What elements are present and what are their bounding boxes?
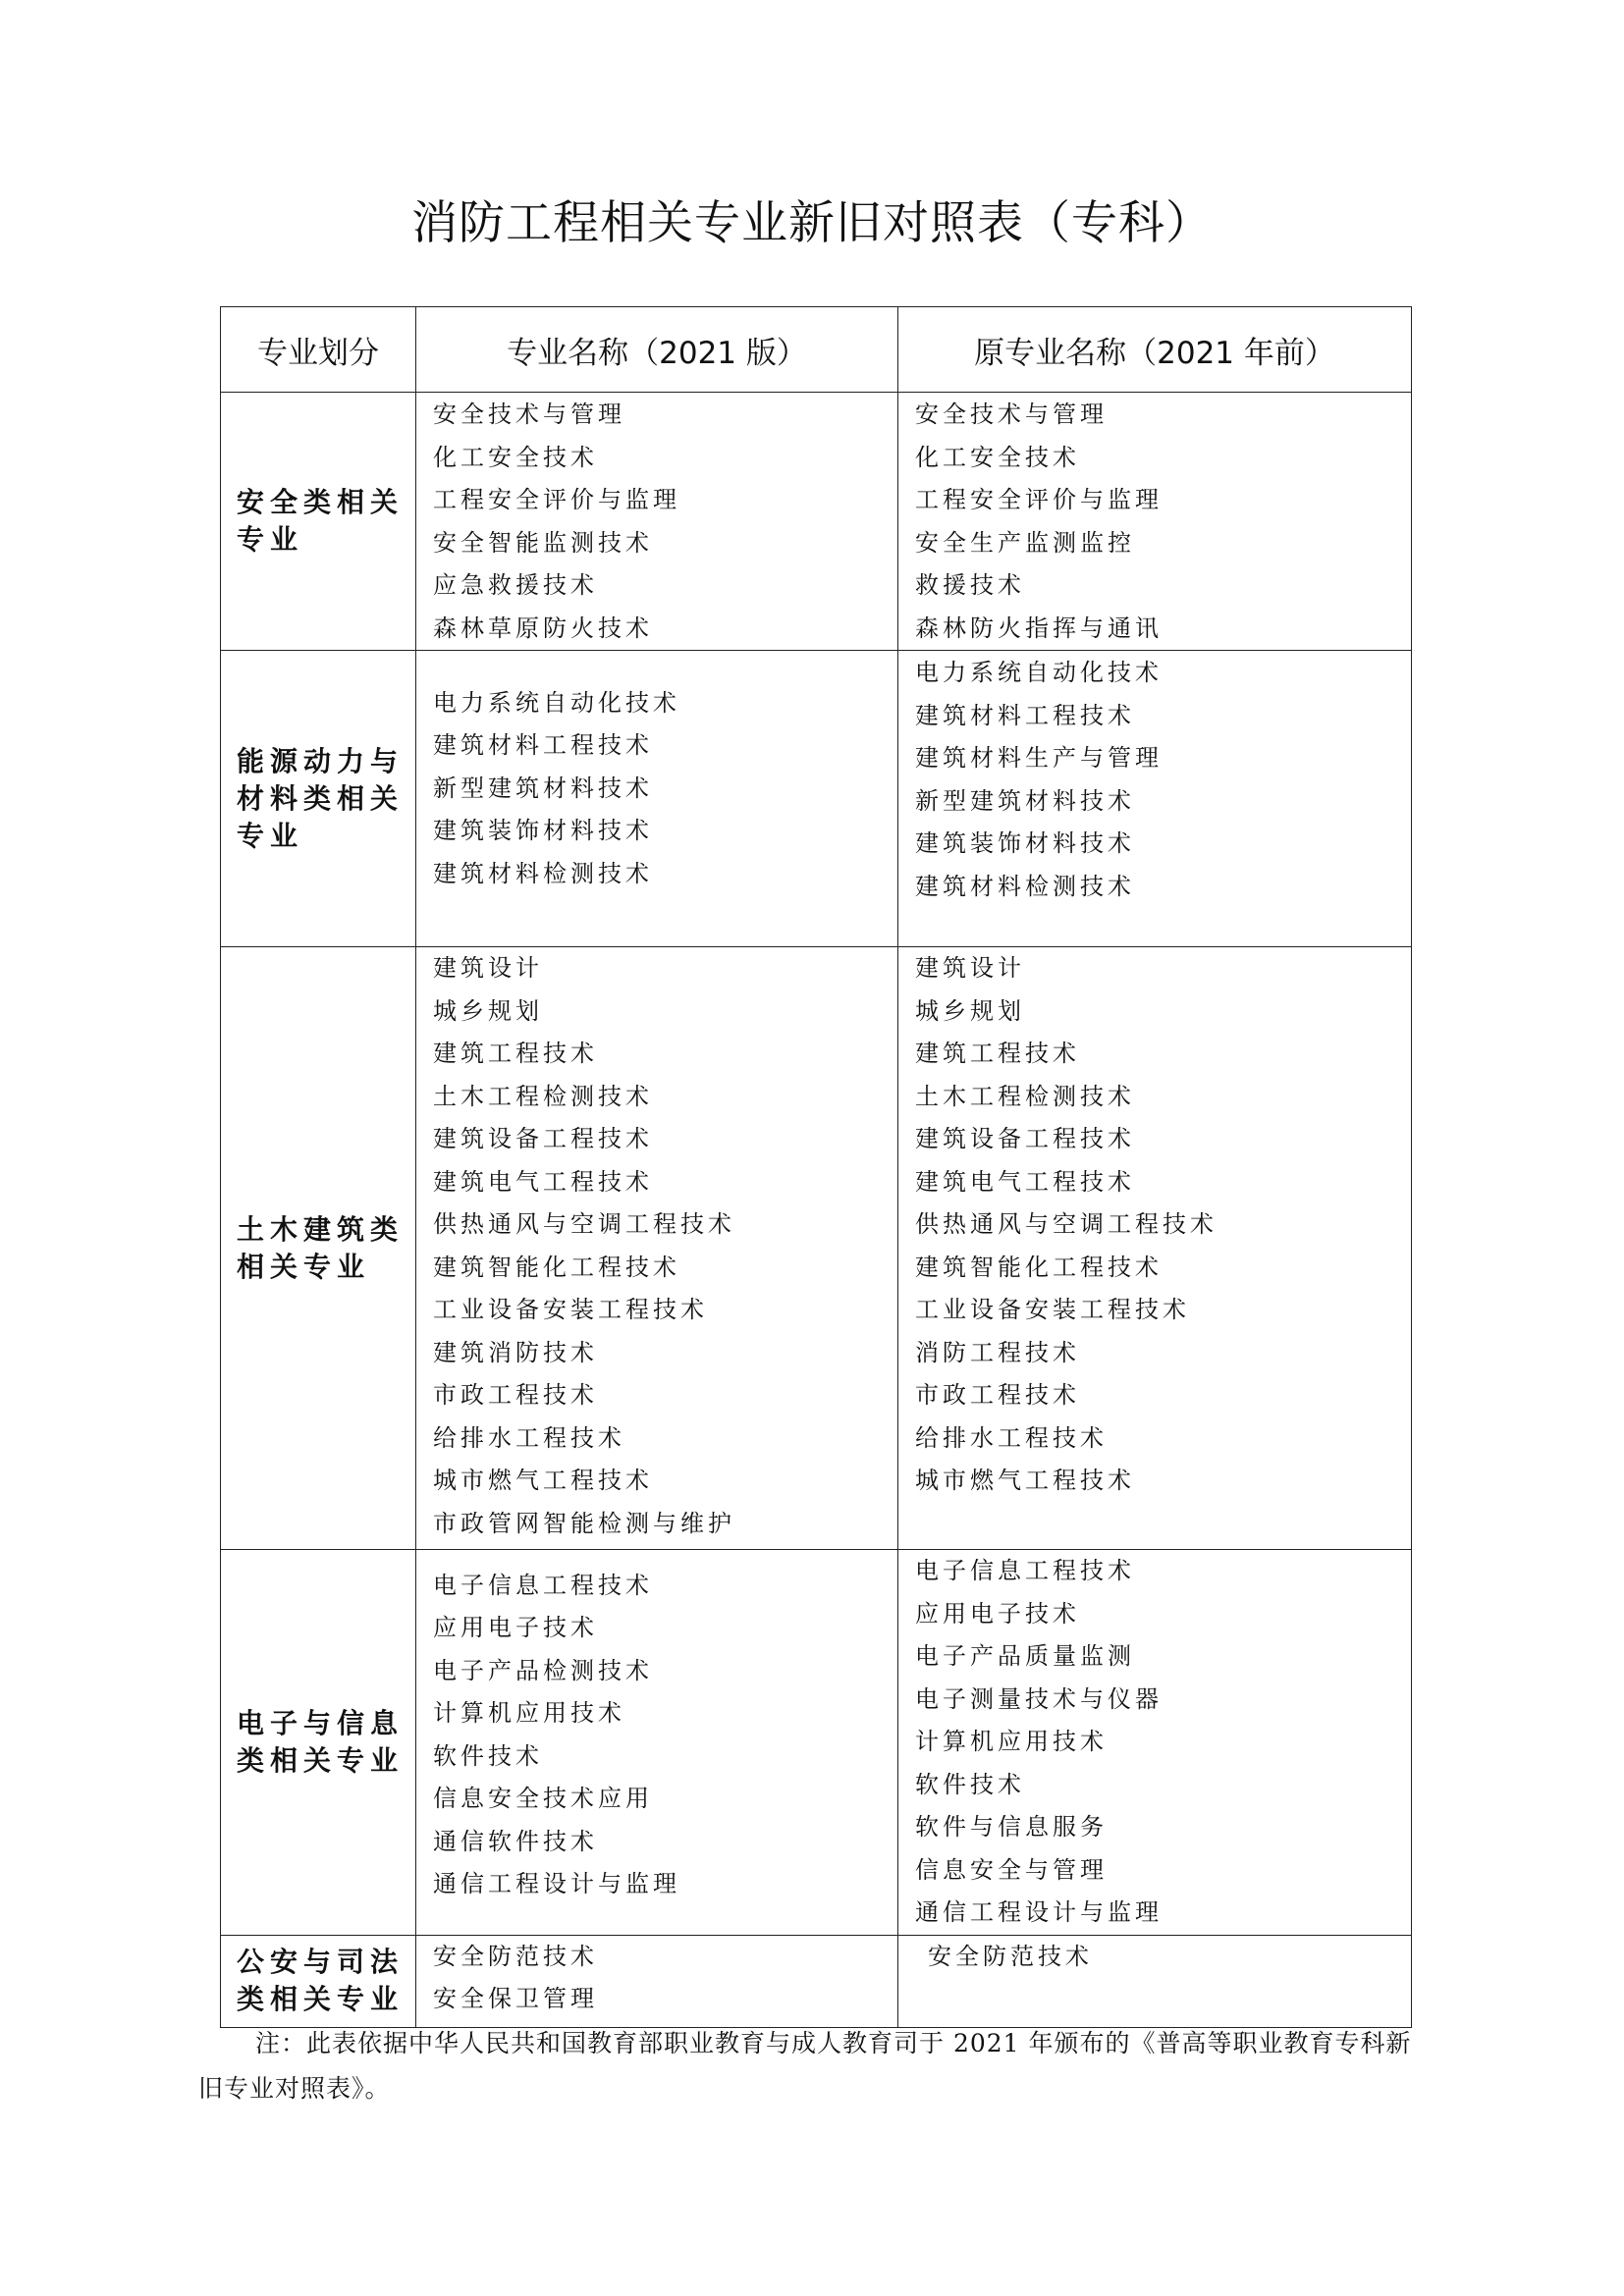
list-item: 通信软件技术 xyxy=(433,1827,598,1855)
list-item: 市政工程技术 xyxy=(915,1381,1080,1409)
list-item: 建筑工程技术 xyxy=(433,1040,598,1067)
list-item: 市政管网智能检测与维护 xyxy=(433,1509,735,1537)
header-category: 专业划分 xyxy=(221,307,416,393)
list-item: 建筑电气工程技术 xyxy=(433,1167,653,1196)
list-item: 建筑材料检测技术 xyxy=(915,872,1135,900)
category-cell: 公安与司法类相关专业 xyxy=(221,1935,416,2027)
list-item: 工业设备安装工程技术 xyxy=(433,1296,708,1323)
list-item: 城乡规划 xyxy=(915,996,1025,1025)
list-item: 建筑工程技术 xyxy=(915,1040,1080,1067)
list-item: 软件技术 xyxy=(915,1770,1025,1798)
new-major-list xyxy=(416,1550,898,1936)
list-item: 供热通风与空调工程技术 xyxy=(915,1210,1218,1238)
list-item: 建筑设备工程技术 xyxy=(915,1125,1135,1152)
list-item: 新型建筑材料技术 xyxy=(433,774,653,802)
list-item: 消防工程技术 xyxy=(915,1338,1080,1366)
list-item: 市政工程技术 xyxy=(433,1381,598,1409)
list-item: 工业设备安装工程技术 xyxy=(915,1296,1190,1323)
list-item: 城市燃气工程技术 xyxy=(433,1467,653,1494)
list-item: 计算机应用技术 xyxy=(915,1728,1108,1755)
list-item: 安全防范技术 xyxy=(928,1942,1093,1970)
list-item: 电子产品质量监测 xyxy=(915,1642,1135,1670)
list-item: 建筑设计 xyxy=(915,954,1025,982)
old-major-list xyxy=(898,651,1412,947)
list-item: 应用电子技术 xyxy=(915,1599,1080,1628)
table-row xyxy=(221,393,1412,651)
list-item: 化工安全技术 xyxy=(433,443,598,471)
category-cell: 电子与信息类相关专业 xyxy=(221,1550,416,1936)
list-item: 建筑电气工程技术 xyxy=(915,1167,1135,1196)
new-major-list xyxy=(416,1935,898,2027)
table-row xyxy=(221,1550,1412,1936)
list-item: 软件技术 xyxy=(433,1741,543,1770)
list-item: 应用电子技术 xyxy=(433,1614,598,1642)
list-item: 给排水工程技术 xyxy=(433,1423,625,1452)
list-item: 电力系统自动化技术 xyxy=(433,688,680,717)
list-item: 通信工程设计与监理 xyxy=(915,1898,1163,1926)
list-item: 建筑装饰材料技术 xyxy=(915,829,1135,857)
list-item: 安全保卫管理 xyxy=(433,1985,598,2012)
category-cell: 土木建筑类相关专业 xyxy=(221,947,416,1550)
list-item: 信息安全技术应用 xyxy=(433,1785,653,1813)
new-major-list xyxy=(416,651,898,947)
list-item: 建筑装饰材料技术 xyxy=(433,817,653,845)
list-item: 新型建筑材料技术 xyxy=(915,786,1135,815)
old-major-list xyxy=(898,947,1412,1550)
list-item: 安全技术与管理 xyxy=(915,400,1108,428)
new-major-list xyxy=(416,947,898,1550)
category-cell: 能源动力与材料类相关专业 xyxy=(221,651,416,947)
list-item: 电子信息工程技术 xyxy=(433,1571,653,1599)
list-item: 电子信息工程技术 xyxy=(915,1557,1135,1584)
list-item: 救援技术 xyxy=(915,571,1025,599)
list-item: 电力系统自动化技术 xyxy=(915,659,1163,686)
list-item: 化工安全技术 xyxy=(915,443,1080,471)
list-item: 土木工程检测技术 xyxy=(433,1082,653,1110)
list-item: 建筑设备工程技术 xyxy=(433,1125,653,1152)
list-item: 森林防火指挥与通讯 xyxy=(915,614,1163,642)
list-item: 建筑材料生产与管理 xyxy=(915,744,1163,772)
list-item: 安全智能监测技术 xyxy=(433,528,653,557)
list-item: 计算机应用技术 xyxy=(433,1699,625,1728)
footnote: 注：此表依据中华人民共和国教育部职业教育与成人教育司于 2021 年颁布的《普高等职业教育专科新旧专业对照表》。 xyxy=(198,2029,1412,2103)
list-item: 安全防范技术 xyxy=(433,1942,598,1970)
list-item: 安全生产监测监控 xyxy=(915,528,1135,557)
header-new-major: 专业名称（2021 版） xyxy=(416,307,898,393)
major-comparison-table xyxy=(220,306,1412,2028)
list-item: 电子测量技术与仪器 xyxy=(915,1684,1163,1713)
table-row xyxy=(221,651,1412,947)
page-title: 消防工程相关专业新旧对照表（专科） xyxy=(411,196,1213,250)
list-item: 城市燃气工程技术 xyxy=(915,1467,1135,1494)
header-old-major: 原专业名称（2021 年前） xyxy=(898,307,1412,393)
list-item: 软件与信息服务 xyxy=(915,1813,1108,1841)
list-item: 土木工程检测技术 xyxy=(915,1082,1135,1110)
list-item: 工程安全评价与监理 xyxy=(433,486,680,513)
list-item: 建筑材料工程技术 xyxy=(915,701,1135,729)
list-item: 信息安全与管理 xyxy=(915,1855,1108,1884)
table-row xyxy=(221,947,1412,1550)
list-item: 安全技术与管理 xyxy=(433,400,625,428)
list-item: 建筑材料检测技术 xyxy=(433,859,653,887)
list-item: 建筑智能化工程技术 xyxy=(433,1253,680,1281)
old-major-list xyxy=(898,1550,1412,1936)
list-item: 建筑材料工程技术 xyxy=(433,731,653,760)
table-header-row xyxy=(221,307,1412,393)
list-item: 建筑智能化工程技术 xyxy=(915,1253,1163,1281)
list-item: 工程安全评价与监理 xyxy=(915,486,1163,513)
category-cell: 安全类相关专业 xyxy=(221,393,416,651)
list-item: 电子产品检测技术 xyxy=(433,1656,653,1684)
list-item: 供热通风与空调工程技术 xyxy=(433,1210,735,1238)
new-major-list xyxy=(416,393,898,651)
list-item: 城乡规划 xyxy=(433,996,543,1025)
list-item: 建筑消防技术 xyxy=(433,1338,598,1366)
old-major-list xyxy=(898,393,1412,651)
old-major-list xyxy=(898,1935,1412,2027)
list-item: 通信工程设计与监理 xyxy=(433,1870,680,1898)
list-item: 给排水工程技术 xyxy=(915,1423,1108,1452)
list-item: 森林草原防火技术 xyxy=(433,614,653,642)
list-item: 应急救援技术 xyxy=(433,571,598,599)
list-item: 建筑设计 xyxy=(433,954,543,982)
table-row xyxy=(221,1935,1412,2027)
